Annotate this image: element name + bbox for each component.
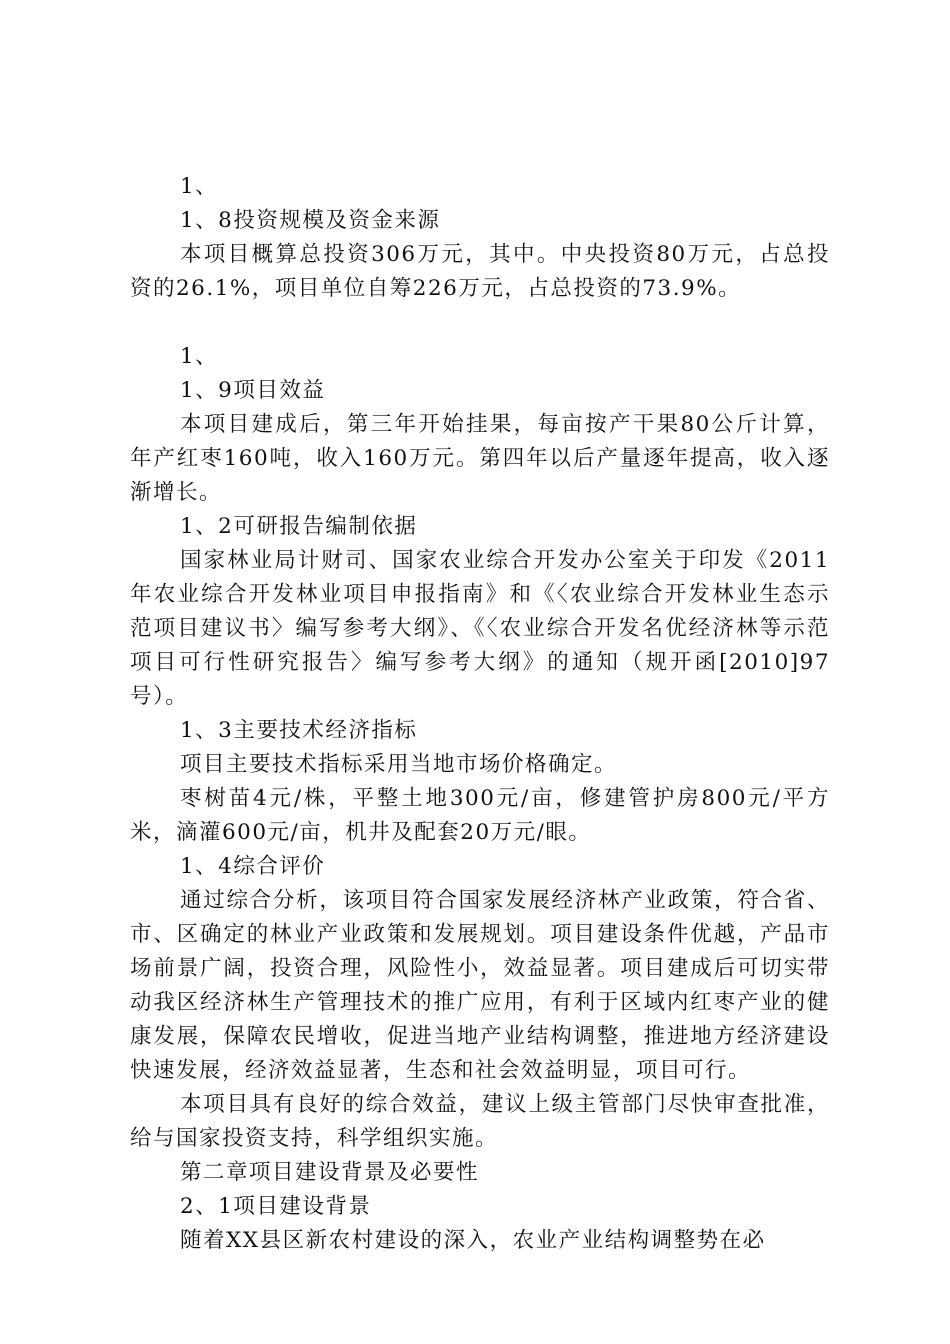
paragraph: 通过综合分析，该项目符合国家发展经济林产业政策，符合省、市、区确定的林业产业政策和发展规划。项目建设条件优越，产品市场前景广阔，投资合理，风险性小，效益显著。项目建成后可切实带动我区经济林生产管理技术的推广应用，有利于区域内红枣产业的健康发展，保障农民增收，促进当地产业结构调整，推进地方经济建设快速发展，经济效益显著，生态和社会效益明显，项目可行。	[130, 888, 830, 1083]
document-page	[130, 170, 830, 1258]
chapter-heading: 第二章项目建设背景及必要性	[180, 1160, 480, 1185]
section-heading: 1、2可研报告编制依据	[180, 514, 418, 539]
paragraph: 本项目具有良好的综合效益，建议上级主管部门尽快审查批准，给与国家投资支持，科学组织实施。	[130, 1092, 830, 1151]
paragraph: 1、	[180, 344, 219, 369]
paragraph: 随着XX县区新农村建设的深入，农业产业结构调整势在必	[180, 1228, 766, 1253]
paragraph: 枣树苗4元/株，平整土地300元/亩，修建管护房800元/平方米，滴灌600元/亩，机井及配套20万元/眼。	[130, 786, 830, 845]
blank-line	[130, 306, 830, 340]
paragraph: 本项目建成后，第三年开始挂果，每亩按产干果80公斤计算，年产红枣160吨，收入160万元。第四年以后产量逐年提高，收入逐渐增长。	[130, 412, 830, 505]
section-heading: 2、1项目建设背景	[180, 1194, 372, 1219]
paragraph: 本项目概算总投资306万元，其中。中央投资80万元，占总投资的26.1%，项目单位自筹226万元，占总投资的73.9%。	[130, 242, 830, 301]
section-heading: 1、9项目效益	[180, 378, 326, 403]
section-heading: 1、8投资规模及资金来源	[180, 208, 441, 233]
section-heading: 1、4综合评价	[180, 854, 326, 879]
paragraph: 国家林业局计财司、国家农业综合开发办公室关于印发《2011年农业综合开发林业项目申报指南》和《〈农业综合开发林业生态示范项目建议书〉编写参考大纲》、《〈农业综合开发名优经济林等示范项目可行性研究报告〉编写参考大纲》的通知（规开函[2010]97号）。	[130, 548, 830, 709]
section-heading: 1、3主要技术经济指标	[180, 718, 418, 743]
paragraph: 项目主要技术指标采用当地市场价格确定。	[180, 752, 618, 777]
paragraph: 1、	[180, 174, 219, 199]
